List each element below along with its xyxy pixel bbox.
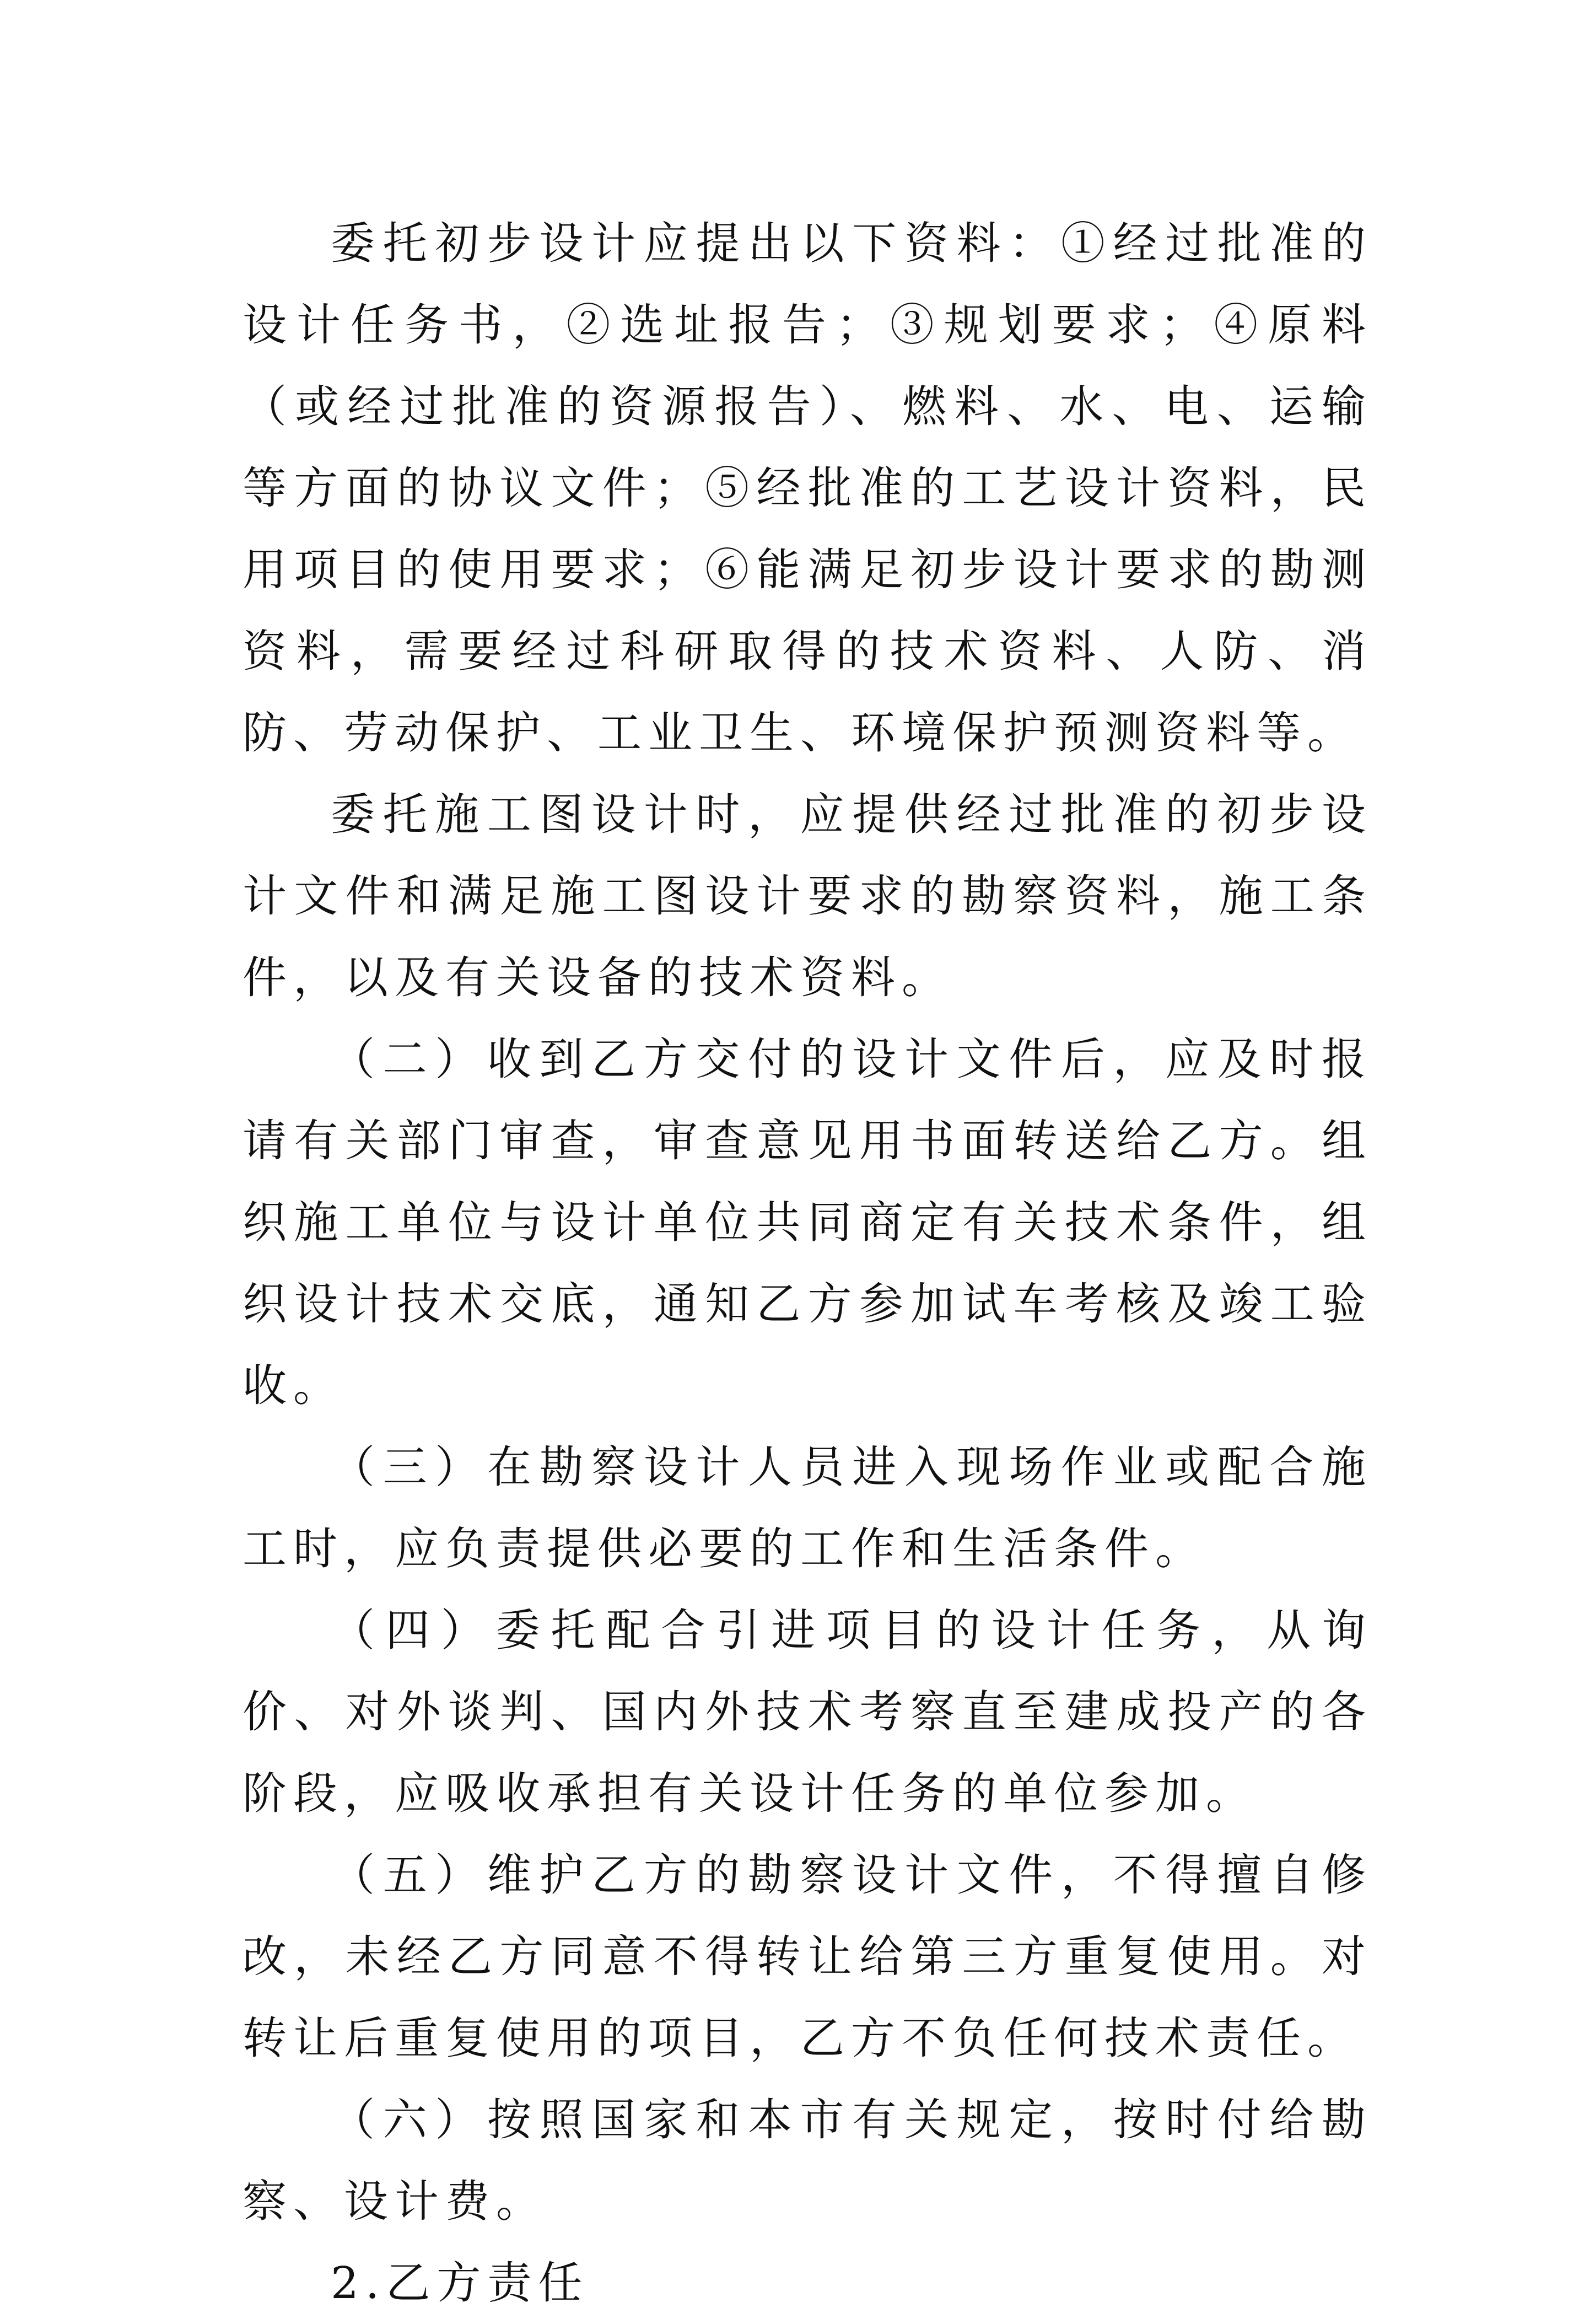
paragraph-construction-drawing-design: 委托施工图设计时，应提供经过批准的初步设计文件和满足施工图设计要求的勘察资料，施工条件，以及有关设备的技术资料。 bbox=[243, 789, 1372, 1003]
paragraph-item-5: （五）维护乙方的勘察设计文件，不得擅自修改，未经乙方同意不得转让给第三方重复使用。对转让后重复使用的项目，乙方不负任何技术责任。 bbox=[243, 1849, 1372, 2064]
paragraph-item-3: （三）在勘察设计人员进入现场作业或配合施工时，应负责提供必要的工作和生活条件。 bbox=[243, 1441, 1372, 1574]
section-heading-party-b-responsibility: 2.乙方责任 bbox=[331, 2257, 589, 2309]
paragraph-item-4: （四）委托配合引进项目的设计任务，从询价、对外谈判、国内外技术考察直至建成投产的各阶段，应吸收承担有关设计任务的单位参加。 bbox=[243, 1605, 1372, 1819]
paragraph-preliminary-design-materials: 委托初步设计应提出以下资料：①经过批准的设计任务书，②选址报告；③规划要求；④原料（或经过批准的资源报告）、燃料、水、电、运输等方面的协议文件；⑤经批准的工艺设计资料，民用项目的使用要求；⑥能满足初步设计要求的勘测资料，需要经过科研取得的技术资料、人防、消防、劳动保护、工业卫生、环境保护预测资料等。 bbox=[243, 218, 1372, 758]
paragraph-item-2: （二）收到乙方交付的设计文件后，应及时报请有关部门审查，审查意见用书面转送给乙方。组织施工单位与设计单位共同商定有关技术条件，组织设计技术交底，通知乙方参加试车考核及竣工验收。 bbox=[243, 1034, 1372, 1411]
paragraph-item-6: （六）按照国家和本市有关规定，按时付给勘察、设计费。 bbox=[243, 2094, 1372, 2227]
body-text bbox=[243, 203, 1372, 2324]
